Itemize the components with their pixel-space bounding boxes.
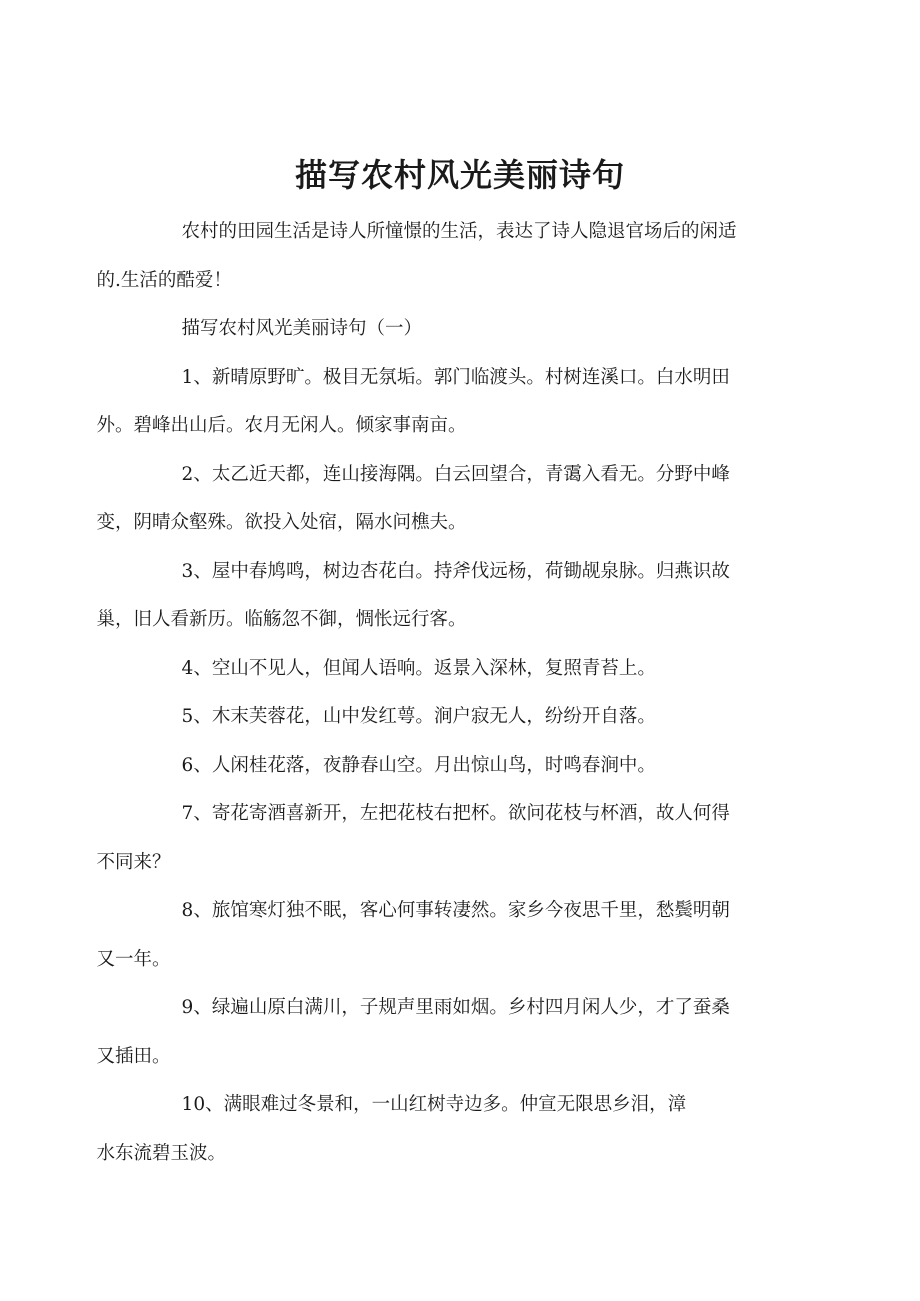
poem-1-line-2: 外。碧峰出山后。农月无闲人。倾家事南亩。 [96, 415, 467, 436]
document-body [96, 208, 785, 1178]
poem-6 [139, 742, 785, 791]
poem-8 [96, 887, 785, 984]
poem-7-line-1: 7、寄花寄酒喜新开，左把花枝右把杯。欲问花枝与杯酒，故人何得 [181, 803, 730, 824]
poem-8-line-1: 8、旅馆寒灯独不眠，客心何事转凄然。家乡今夜思千里，愁鬓明朝 [181, 900, 730, 921]
poem-1 [96, 354, 785, 451]
poem-6-line-1: 6、人闲桂花落，夜静春山空。月出惊山鸟，时鸣春涧中。 [181, 754, 656, 776]
poem-1-line-1: 1、新晴原野旷。极目无氛垢。郭门临渡头。村树连溪口。白水明田 [181, 366, 730, 388]
document-title: 描写农村风光美丽诗句 [294, 156, 625, 195]
poem-10 [96, 1081, 785, 1178]
poem-7 [96, 790, 785, 887]
poem-2 [96, 451, 785, 548]
poem-10-line-1: 10、满眼难过冬景和，一山红树寺边多。仲宣无限思乡泪，漳 [181, 1094, 687, 1115]
intro-paragraph [96, 208, 785, 305]
poem-3 [96, 548, 785, 645]
poem-8-line-2: 又一年。 [96, 948, 171, 970]
poem-9 [96, 984, 785, 1081]
poem-3-line-1: 3、屋中春鸠鸣，树边杏花白。持斧伐远杨，荷锄觇泉脉。归燕识故 [181, 560, 730, 582]
poem-9-line-2: 又插田。 [96, 1045, 171, 1067]
intro-line-1: 农村的田园生活是诗人所憧憬的生活，表达了诗人隐退官场后的闲适 [181, 221, 737, 242]
poem-3-line-2: 巢，旧人看新历。临觞忽不御，惆怅远行客。 [96, 609, 467, 630]
poem-4-line-1: 4、空山不见人，但闻人语响。返景入深林，复照青苔上。 [181, 657, 656, 679]
intro-line-2: 的.生活的酷爱！ [96, 269, 232, 291]
poem-5 [139, 693, 785, 742]
poem-7-line-2: 不同来？ [96, 851, 171, 873]
section-heading [139, 305, 785, 354]
poem-10-line-2: 水东流碧玉波。 [96, 1142, 226, 1164]
section-heading-text: 描写农村风光美丽诗句（一） [181, 318, 423, 339]
poem-2-line-1: 2、太乙近天都，连山接海隅。白云回望合，青霭入看无。分野中峰 [181, 463, 730, 485]
poem-2-line-2: 变，阴晴众壑殊。欲投入处宿，隔水问樵夫。 [96, 512, 467, 533]
poem-5-line-1: 5、木末芙蓉花，山中发红萼。涧户寂无人，纷纷开自落。 [181, 706, 656, 727]
poem-9-line-1: 9、绿遍山原白满川，子规声里雨如烟。乡村四月闲人少，才了蚕桑 [181, 997, 730, 1018]
poem-4 [139, 645, 785, 694]
